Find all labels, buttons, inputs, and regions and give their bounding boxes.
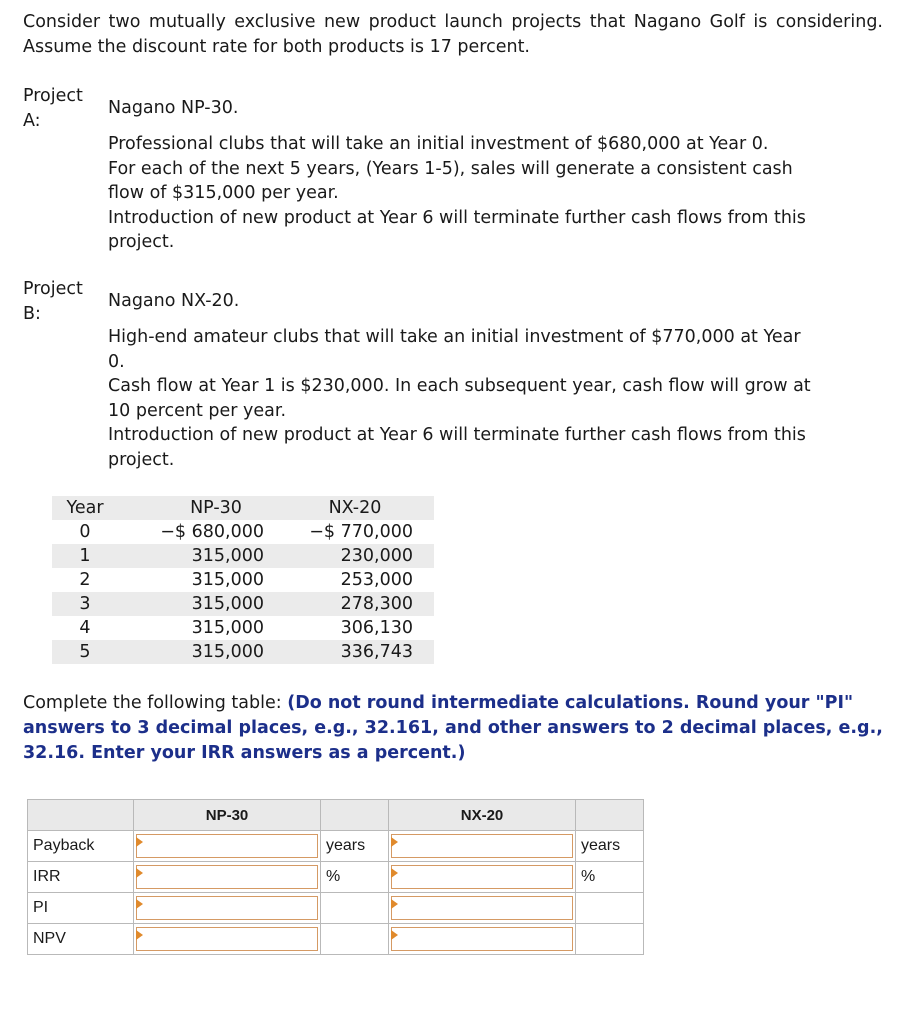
payback-nx20-input[interactable] xyxy=(392,835,572,857)
project-a-label-word: Project xyxy=(23,86,83,106)
answer-header-np30: NP-30 xyxy=(134,800,321,831)
instructions-rounding-1: (Do not round intermediate calculations. Round your "PI" xyxy=(287,693,854,713)
cell-year: 0 xyxy=(79,522,91,542)
irr-nx20-field[interactable] xyxy=(391,865,573,889)
project-b-description xyxy=(108,325,878,472)
problem-intro: Consider two mutually exclusive new product launch projects that Nagano Golf is considering. Assume the discount rate for both products is 17 percent. xyxy=(23,12,883,57)
table-row xyxy=(52,640,434,664)
npv-nx20-input[interactable] xyxy=(392,928,572,950)
project-a-line: flow of $315,000 per year. xyxy=(108,183,339,203)
instructions xyxy=(23,691,883,766)
table-row xyxy=(52,568,434,592)
payback-np30-input[interactable] xyxy=(137,835,317,857)
npv-np30-field[interactable] xyxy=(136,927,318,951)
cell-year: 1 xyxy=(52,544,118,568)
project-a-description xyxy=(108,132,878,255)
cell-year: 3 xyxy=(52,592,118,616)
irr-np30-field[interactable] xyxy=(136,865,318,889)
answer-row-npv xyxy=(28,924,644,955)
npv-nx20-field[interactable] xyxy=(391,927,573,951)
project-a-line: project. xyxy=(108,232,175,252)
project-b-line: 10 percent per year. xyxy=(108,400,287,421)
cell-nx20: −$ 770,000 xyxy=(309,522,413,542)
answer-unit-pi-np30 xyxy=(321,893,389,924)
answer-unit-npv-nx20 xyxy=(576,924,644,955)
instructions-rounding-3: 32.16. Enter your IRR answers as a percent.) xyxy=(23,743,466,763)
pi-np30-field[interactable] xyxy=(136,896,318,920)
answer-unit-payback-nx20: years xyxy=(576,831,644,862)
project-b-line: Cash flow at Year 1 is $230,000. In each subsequent year, cash flow will grow at xyxy=(108,376,811,396)
project-b-label-word: Project xyxy=(23,279,83,299)
answer-table xyxy=(27,799,644,955)
table-row xyxy=(52,592,434,616)
project-b-line: project. xyxy=(108,449,175,470)
cell-np30: 315,000 xyxy=(191,570,264,590)
pi-nx20-input[interactable] xyxy=(392,897,572,919)
answer-unit-pi-nx20 xyxy=(576,893,644,924)
cell-nx20: 253,000 xyxy=(340,570,413,590)
answer-row-payback xyxy=(28,831,644,862)
answer-unit-irr-nx20: % xyxy=(576,862,644,893)
header-np30: NP-30 xyxy=(118,496,270,520)
answer-label-pi: PI xyxy=(28,893,134,924)
pi-nx20-field[interactable] xyxy=(391,896,573,920)
project-a-label-letter: A: xyxy=(23,110,41,131)
cell-nx20: 278,300 xyxy=(270,592,434,616)
project-b-label-letter: B: xyxy=(23,303,41,324)
answer-header-nx20: NX-20 xyxy=(389,800,576,831)
project-a-line: Introduction of new product at Year 6 will terminate further cash flows from this xyxy=(108,207,806,228)
answer-unit-irr-np30: % xyxy=(321,862,389,893)
cell-year: 5 xyxy=(52,640,118,664)
header-nx20: NX-20 xyxy=(270,496,434,520)
cell-nx20: 230,000 xyxy=(270,544,434,568)
answer-label-npv: NPV xyxy=(28,924,134,955)
header-year: Year xyxy=(52,496,118,520)
cell-nx20: 336,743 xyxy=(270,640,434,664)
cell-np30: 315,000 xyxy=(118,640,270,664)
project-b-line: High-end amateur clubs that will take an initial investment of $770,000 at Year xyxy=(108,327,801,347)
project-b-line: 0. xyxy=(108,351,125,372)
cell-year: 2 xyxy=(79,570,91,590)
payback-np30-field[interactable] xyxy=(136,834,318,858)
project-a-label xyxy=(23,84,103,133)
answer-header-blank xyxy=(28,800,134,831)
answer-row-irr xyxy=(28,862,644,893)
cell-year: 4 xyxy=(79,618,91,638)
table-row xyxy=(52,520,434,544)
project-a-line: Professional clubs that will take an initial investment of $680,000 at Year 0. xyxy=(108,134,769,154)
table-row xyxy=(52,544,434,568)
npv-np30-input[interactable] xyxy=(137,928,317,950)
project-b-name: Nagano NX-20. xyxy=(108,291,240,311)
instructions-lead: Complete the following table: xyxy=(23,693,288,713)
irr-np30-input[interactable] xyxy=(137,866,317,888)
payback-nx20-field[interactable] xyxy=(391,834,573,858)
instructions-rounding-2: answers to 3 decimal places, e.g., 32.161, and other answers to 2 decimal places, e.g., xyxy=(23,718,883,738)
cell-np30: −$ 680,000 xyxy=(160,522,264,542)
pi-np30-input[interactable] xyxy=(137,897,317,919)
cell-np30: 315,000 xyxy=(118,592,270,616)
answer-header-blank xyxy=(576,800,644,831)
project-b-line: Introduction of new product at Year 6 will terminate further cash flows from this xyxy=(108,425,806,445)
project-b-label xyxy=(23,277,103,326)
answer-unit-npv-np30 xyxy=(321,924,389,955)
answer-label-irr: IRR xyxy=(28,862,134,893)
answer-header-blank xyxy=(321,800,389,831)
answer-label-payback: Payback xyxy=(28,831,134,862)
answer-header-row xyxy=(28,800,644,831)
project-a-name: Nagano NP-30. xyxy=(108,98,239,118)
answer-unit-payback-np30: years xyxy=(321,831,389,862)
project-a-line: For each of the next 5 years, (Years 1-5), sales will generate a consistent cash xyxy=(108,158,793,179)
table-row xyxy=(52,616,434,640)
irr-nx20-input[interactable] xyxy=(392,866,572,888)
answer-row-pi xyxy=(28,893,644,924)
cash-flow-header-row xyxy=(52,496,434,520)
cash-flow-table xyxy=(52,496,434,664)
cell-np30: 315,000 xyxy=(118,544,270,568)
cell-nx20: 306,130 xyxy=(340,618,413,638)
cell-np30: 315,000 xyxy=(191,618,264,638)
